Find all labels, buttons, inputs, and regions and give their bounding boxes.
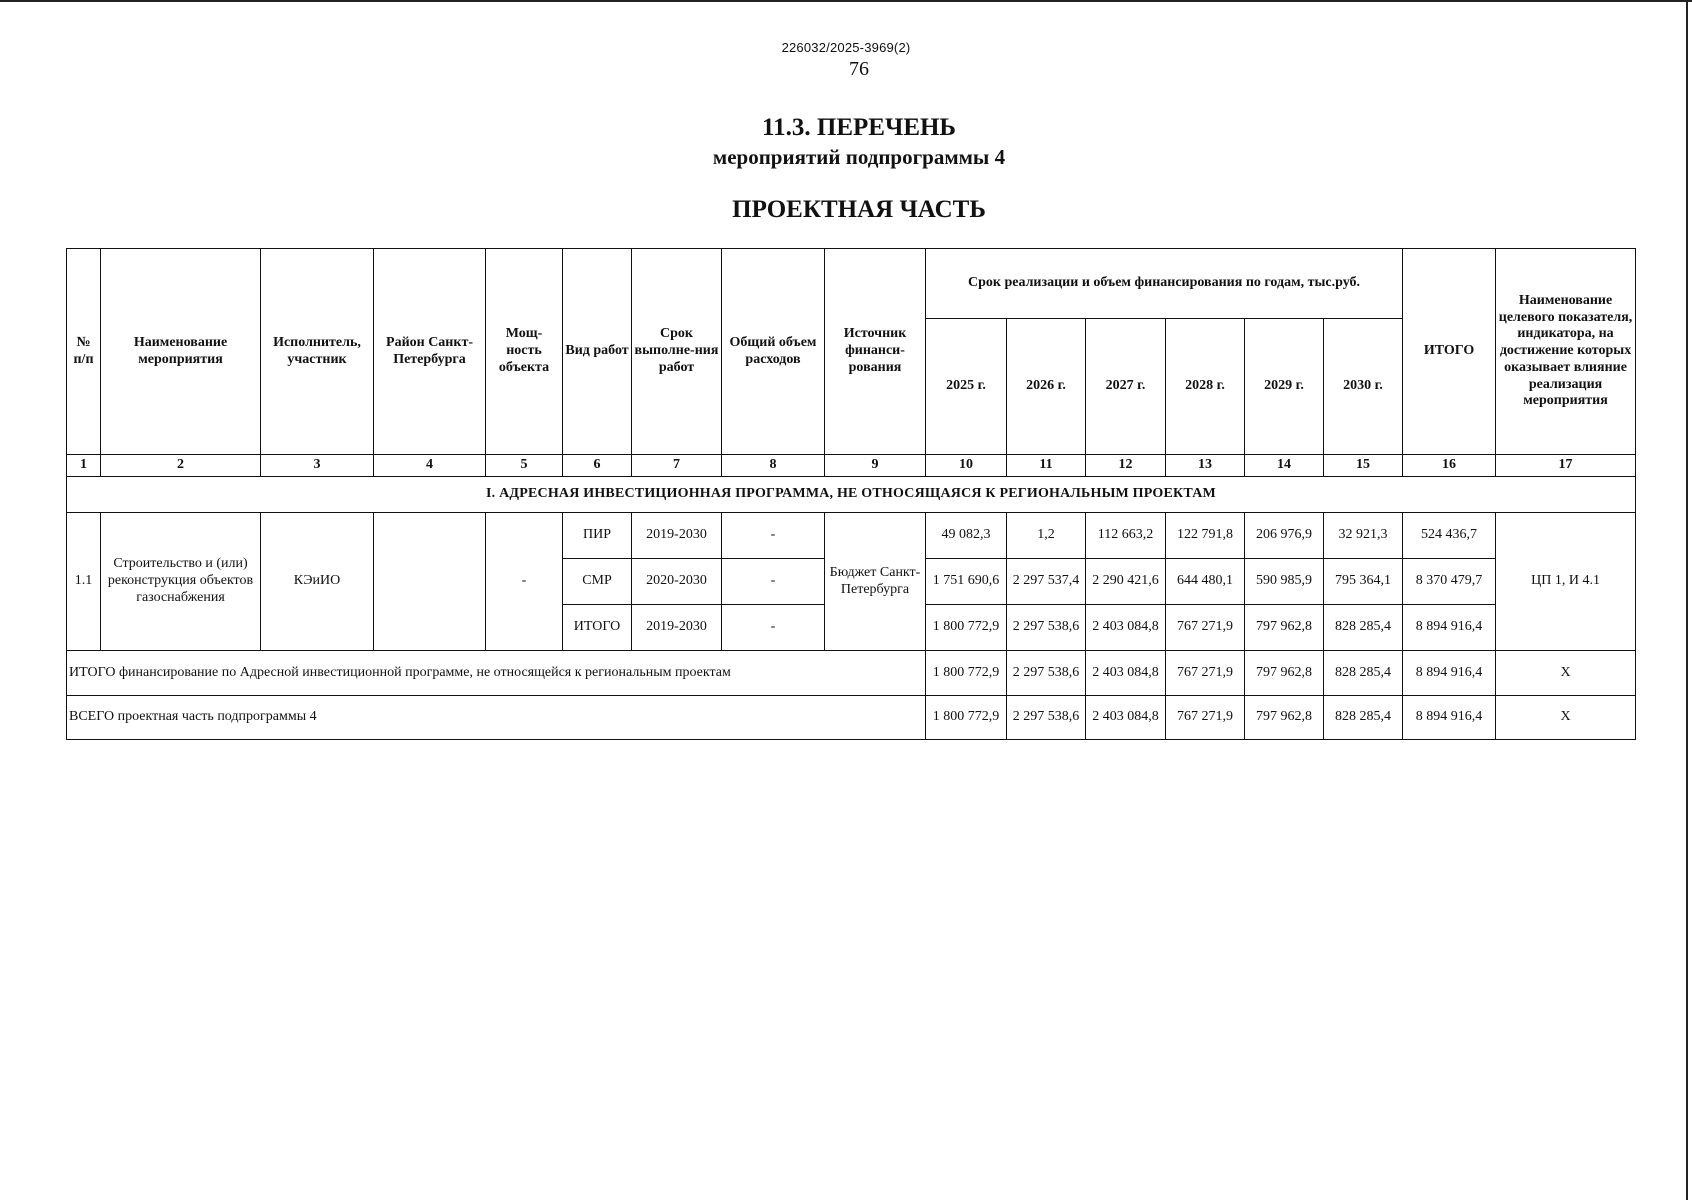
year-value: 644 480,1	[1166, 559, 1245, 605]
header-row	[67, 249, 1636, 319]
table-row	[67, 513, 1636, 559]
section-title: I. АДРЕСНАЯ ИНВЕСТИЦИОННАЯ ПРОГРАММА, НЕ ОТНОСЯЩАЯСЯ К РЕГИОНАЛЬНЫМ ПРОЕКТАМ	[67, 477, 1636, 513]
summary-indicator: Х	[1496, 696, 1636, 740]
column-number: 8	[722, 455, 825, 477]
header-year: 2029 г.	[1245, 319, 1324, 455]
item-indicator: ЦП 1, И 4.1	[1496, 513, 1636, 651]
column-number: 4	[374, 455, 486, 477]
year-value: 122 791,8	[1166, 513, 1245, 559]
year-value: 828 285,4	[1324, 651, 1403, 696]
column-number: 17	[1496, 455, 1636, 477]
header-indicator: Наименование целевого показателя, индикатора, на достижение которых оказывает влияние реализация мероприятия	[1496, 249, 1636, 455]
year-value: 2 297 537,4	[1007, 559, 1086, 605]
page-number: 76	[849, 58, 869, 80]
year-value: 206 976,9	[1245, 513, 1324, 559]
year-value: 828 285,4	[1324, 696, 1403, 740]
header-year: 2026 г.	[1007, 319, 1086, 455]
row-total: 524 436,7	[1403, 513, 1496, 559]
summary-label: ВСЕГО проектная часть подпрограммы 4	[67, 696, 926, 740]
work-type: ПИР	[563, 513, 632, 559]
column-number: 12	[1086, 455, 1166, 477]
column-number: 2	[101, 455, 261, 477]
year-value: 2 297 538,6	[1007, 696, 1086, 740]
page-title: 11.3. ПЕРЕЧЕНЬ	[762, 114, 956, 141]
work-total-cost: -	[722, 605, 825, 651]
item-num: 1.1	[67, 513, 101, 651]
header-num: № п/п	[67, 249, 101, 455]
header-executor: Исполнитель, участник	[261, 249, 374, 455]
page-right-edge	[1686, 0, 1688, 1200]
header-term: Срок выполне-ния работ	[632, 249, 722, 455]
header-year: 2030 г.	[1324, 319, 1403, 455]
document-number: 226032/2025-3969(2)	[781, 40, 911, 55]
year-value: 2 297 538,6	[1007, 651, 1086, 696]
year-value: 2 403 084,8	[1086, 696, 1166, 740]
year-value: 795 364,1	[1324, 559, 1403, 605]
year-value: 797 962,8	[1245, 651, 1324, 696]
work-type: ИТОГО	[563, 605, 632, 651]
year-value: 2 297 538,6	[1007, 605, 1086, 651]
section-row	[67, 477, 1636, 513]
year-value: 797 962,8	[1245, 605, 1324, 651]
header-source: Источник финанси-рования	[825, 249, 926, 455]
column-number: 11	[1007, 455, 1086, 477]
year-value: 767 271,9	[1166, 696, 1245, 740]
header-capacity: Мощ-ность объекта	[486, 249, 563, 455]
page-top-edge	[0, 0, 1692, 2]
year-value: 1,2	[1007, 513, 1086, 559]
summary-label: ИТОГО финансирование по Адресной инвестиционной программе, не относящейся к региональным проектам	[67, 651, 926, 696]
row-total: 8 894 916,4	[1403, 651, 1496, 696]
year-value: 1 751 690,6	[926, 559, 1007, 605]
year-value: 1 800 772,9	[926, 696, 1007, 740]
year-value: 767 271,9	[1166, 651, 1245, 696]
column-number: 5	[486, 455, 563, 477]
column-number: 9	[825, 455, 926, 477]
work-term: 2020-2030	[632, 559, 722, 605]
year-value: 32 921,3	[1324, 513, 1403, 559]
summary-indicator: Х	[1496, 651, 1636, 696]
column-number: 7	[632, 455, 722, 477]
work-total-cost: -	[722, 513, 825, 559]
section-heading: ПРОЕКТНАЯ ЧАСТЬ	[732, 196, 986, 223]
activities-table	[66, 248, 1636, 740]
year-value: 2 403 084,8	[1086, 651, 1166, 696]
column-numbers-row	[67, 455, 1636, 477]
work-term: 2019-2030	[632, 513, 722, 559]
column-number: 10	[926, 455, 1007, 477]
summary-row	[67, 651, 1636, 696]
year-value: 112 663,2	[1086, 513, 1166, 559]
header-work-type: Вид работ	[563, 249, 632, 455]
year-value: 49 082,3	[926, 513, 1007, 559]
item-name: Строительство и (или) реконструкция объектов газоснабжения	[101, 513, 261, 651]
column-number: 16	[1403, 455, 1496, 477]
page-subtitle: мероприятий подпрограммы 4	[712, 145, 1006, 169]
header-year: 2025 г.	[926, 319, 1007, 455]
work-type: СМР	[563, 559, 632, 605]
item-executor: КЭиИО	[261, 513, 374, 651]
year-value: 767 271,9	[1166, 605, 1245, 651]
year-value: 590 985,9	[1245, 559, 1324, 605]
item-capacity: -	[486, 513, 563, 651]
header-year: 2028 г.	[1166, 319, 1245, 455]
row-total: 8 370 479,7	[1403, 559, 1496, 605]
year-value: 2 290 421,6	[1086, 559, 1166, 605]
column-number: 13	[1166, 455, 1245, 477]
header-total: ИТОГО	[1403, 249, 1496, 455]
column-number: 1	[67, 455, 101, 477]
column-number: 14	[1245, 455, 1324, 477]
year-value: 1 800 772,9	[926, 651, 1007, 696]
year-value: 1 800 772,9	[926, 605, 1007, 651]
row-total: 8 894 916,4	[1403, 696, 1496, 740]
header-district: Район Санкт-Петербурга	[374, 249, 486, 455]
header-total-cost: Общий объем расходов	[722, 249, 825, 455]
item-source: Бюджет Санкт-Петербурга	[825, 513, 926, 651]
summary-row	[67, 696, 1636, 740]
header-name: Наименование мероприятия	[101, 249, 261, 455]
year-value: 2 403 084,8	[1086, 605, 1166, 651]
work-term: 2019-2030	[632, 605, 722, 651]
column-number: 3	[261, 455, 374, 477]
row-total: 8 894 916,4	[1403, 605, 1496, 651]
header-period-group: Срок реализации и объем финансирования по годам, тыс.руб.	[926, 249, 1403, 319]
column-number: 15	[1324, 455, 1403, 477]
column-number: 6	[563, 455, 632, 477]
header-year: 2027 г.	[1086, 319, 1166, 455]
year-value: 828 285,4	[1324, 605, 1403, 651]
item-district	[374, 513, 486, 651]
work-total-cost: -	[722, 559, 825, 605]
year-value: 797 962,8	[1245, 696, 1324, 740]
